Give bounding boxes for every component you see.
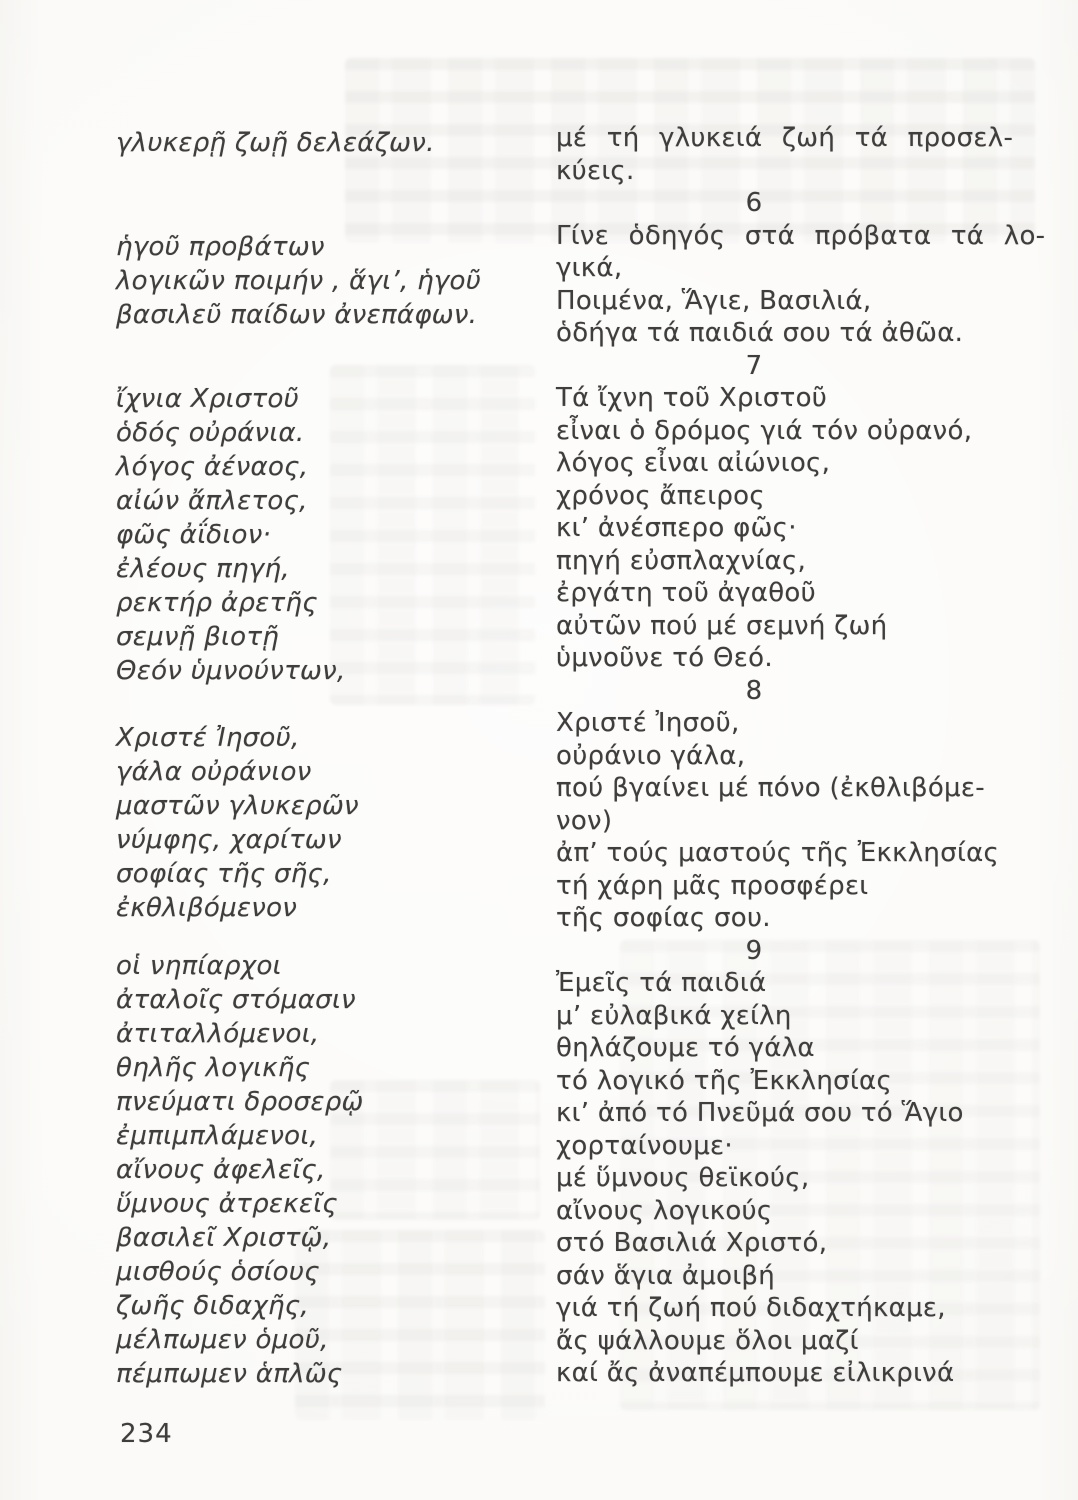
verse-line: βασιλεῖ Χριστῷ,	[116, 1223, 332, 1253]
translation-stanza	[556, 967, 1016, 1390]
verse-line: λόγος ἀέναος,	[116, 452, 309, 482]
verse-line: πού βγαίνει μέ πόνο (ἐκθλιβόμε-	[556, 773, 985, 803]
verse-line: ἐμπιμπλάμενοι,	[116, 1121, 319, 1151]
verse-line: Χριστέ Ἰησοῦ,	[116, 723, 300, 753]
hymn-stanza	[116, 721, 556, 925]
verse-line: τῆς σοφίας σου.	[556, 903, 771, 933]
verse-line: κι’ ἀπό τό Πνεῦμά σου τό Ἅγιο	[556, 1098, 964, 1128]
original-greek-column	[116, 126, 556, 1391]
verse-line: ἀταλοῖς στόμασιν	[116, 985, 356, 1015]
verse-line: μισθούς ὁσίους	[116, 1257, 320, 1287]
verse-line: χρόνος ἄπειρος	[556, 480, 765, 511]
hymn-stanza	[116, 382, 556, 688]
verse-line: Θεόν ὑμνούντων,	[116, 656, 346, 686]
stanza-number: 6	[745, 188, 763, 218]
verse-line: λόγος εἶναι αἰώνιος,	[556, 448, 831, 478]
translation-stanza	[556, 220, 1046, 350]
verse-line: Ἐμεῖς τά παιδιά	[556, 968, 767, 998]
hymn-stanza	[116, 949, 556, 1391]
verse-line: στό Βασιλιά Χριστό,	[556, 1228, 828, 1258]
verse-line: θηλῆς λογικῆς	[116, 1053, 311, 1083]
verse-line: ἡγοῦ προβάτων	[116, 232, 325, 262]
verse-line: μέ ὕμνους θεϊκούς,	[556, 1163, 810, 1193]
verse-line: χορταίνουμε·	[556, 1130, 733, 1161]
verse-line: γικά,	[556, 253, 623, 283]
verse-line: ζωῆς διδαχῆς,	[116, 1291, 309, 1321]
verse-line: πηγή εὐσπλαχνίας,	[556, 545, 807, 576]
verse-line: ἴχνια Χριστοῦ	[116, 384, 300, 414]
verse-line: γάλα οὐράνιον	[116, 757, 312, 787]
verse-line: νύμφης, χαρίτων	[116, 825, 342, 855]
verse-line: αὐτῶν πού μέ σεμνή ζωή	[556, 610, 888, 641]
verse-line: ὁδός οὐράνια.	[116, 418, 305, 448]
verse-line: μ’ εὐλαβικά χείλη	[556, 1000, 792, 1031]
verse-line: ὕμνους ἀτρεκεῖς	[116, 1189, 338, 1219]
verse-line: Ποιμένα, Ἅγιε, Βασιλιά,	[556, 285, 872, 316]
verse-line: μαστῶν γλυκερῶν	[116, 791, 359, 821]
verse-line: γλυκερῇ ζωῇ δελεάζων.	[116, 128, 435, 158]
verse-line: γιά τή ζωή πού διδαχτήκαμε,	[556, 1293, 946, 1323]
verse-line: μέλπωμεν ὁμοῦ,	[116, 1325, 329, 1355]
verse-line: αἰών ἄπλετος,	[116, 486, 308, 516]
verse-line: μέ τή γλυκειά ζωή τά προσελ-	[556, 123, 1014, 153]
verse-line: ὁδήγα τά παιδιά σου τά ἀθῶα.	[556, 318, 964, 348]
translation-stanza	[556, 122, 1016, 187]
verse-line: σάν ἅγια ἀμοιβή	[556, 1260, 776, 1291]
verse-line: ρεκτήρ ἀρετῆς	[116, 588, 318, 618]
verse-line: Τά ἴχνη τοῦ Χριστοῦ	[556, 383, 828, 413]
verse-line: τό λογικό τῆς Ἐκκλησίας	[556, 1065, 893, 1096]
verse-line: νον)	[556, 805, 613, 836]
verse-line: φῶς ἀΐδιον·	[116, 520, 272, 550]
verse-line: καί ἄς ἀναπέμπουμε εἰλικρινά	[556, 1358, 955, 1388]
verse-line: κι’ ἀνέσπερο φῶς·	[556, 513, 797, 543]
verse-line: ὑμνοῦνε τό Θεό.	[556, 643, 773, 673]
verse-line: σοφίας τῆς σῆς,	[116, 859, 332, 889]
verse-line: Χριστέ Ἰησοῦ,	[556, 708, 740, 738]
verse-line: σεμνῇ βιοτῇ	[116, 622, 280, 652]
verse-line: ἄς ψάλλουμε ὅλοι μαζί	[556, 1325, 859, 1356]
page-number: 234	[120, 1419, 173, 1449]
verse-line: αἴνους λογικούς	[556, 1195, 773, 1226]
verse-line: ἐργάτη τοῦ ἀγαθοῦ	[556, 578, 816, 608]
stanza-number: 9	[745, 935, 763, 966]
hymn-stanza	[116, 230, 556, 332]
verse-line: τή χάρη μᾶς προσφέρει	[556, 870, 869, 901]
modern-greek-translation-column	[556, 122, 1046, 1390]
verse-line: πέμπωμεν ἁπλῶς	[116, 1359, 343, 1389]
verse-line: Γίνε ὁδηγός στά πρόβατα τά λο-	[556, 220, 1046, 251]
verse-line: αἴνους ἀφελεῖς,	[116, 1155, 326, 1185]
stanza-number: 8	[745, 675, 763, 706]
verse-line: εἶναι ὁ δρόμος γιά τόν οὐρανό,	[556, 415, 973, 446]
verse-line: κύεις.	[556, 155, 635, 186]
stanza-number: 7	[745, 350, 763, 381]
verse-line: οἱ νηπίαρχοι	[116, 951, 282, 981]
verse-line: ἐλέους πηγή,	[116, 554, 290, 584]
verse-line: βασιλεῦ παίδων ἀνεπάφων.	[116, 300, 478, 330]
verse-line: λογικῶν ποιμήν , ἅγι’, ἡγοῦ	[116, 266, 482, 296]
verse-line: θηλάζουμε τό γάλα	[556, 1033, 815, 1063]
hymn-stanza	[116, 126, 556, 160]
verse-line: ἀτιταλλόμενοι,	[116, 1019, 320, 1049]
translation-stanza	[556, 707, 1016, 935]
verse-line: ἀπ’ τούς μαστούς τῆς Ἐκκλησίας	[556, 838, 1000, 868]
verse-line: ἐκθλιβόμενον	[116, 893, 298, 923]
verse-line: πνεύματι δροσερῷ	[116, 1087, 364, 1117]
verse-line: οὐράνιο γάλα,	[556, 740, 746, 771]
translation-stanza	[556, 382, 1016, 675]
